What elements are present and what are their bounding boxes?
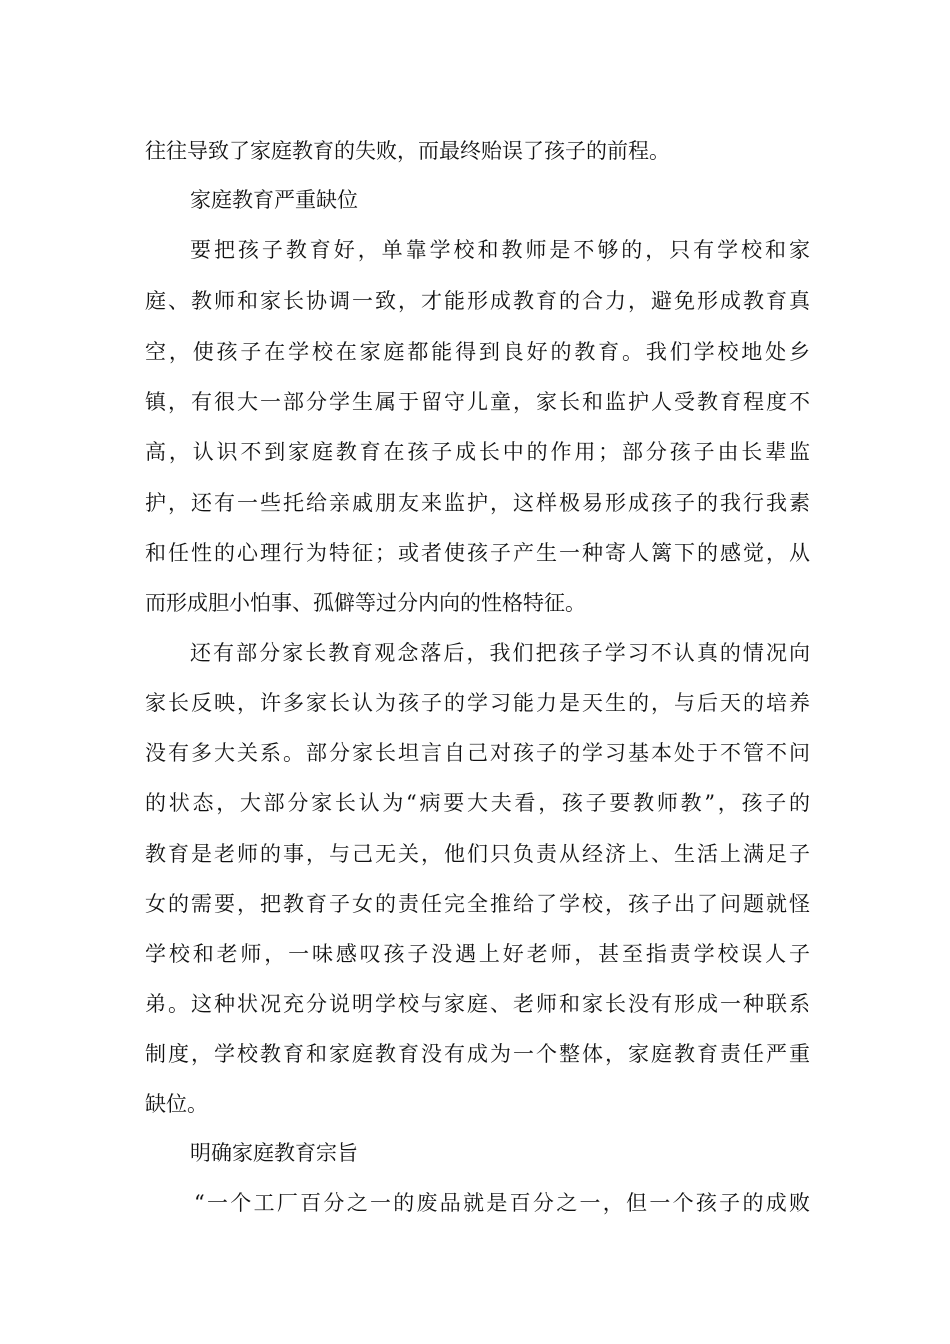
paragraph-line: “一个工厂百分之一的废品就是百分之一，但一个孩子的成败: [194, 1191, 810, 1215]
paragraph-line: 家长反映，许多家长认为孩子的学习能力是天生的，与后天的培养: [145, 691, 810, 715]
paragraph-line: 空，使孩子在学校在家庭都能得到良好的教育。我们学校地处乡: [145, 340, 810, 364]
paragraph-line: 高，认识不到家庭教育在孩子成长中的作用；部分孩子由长辈监: [145, 440, 810, 464]
paragraph-line: 和任性的心理行为特征；或者使孩子产生一种寄人篱下的感觉，从: [145, 541, 810, 565]
paragraph-line: 弟。这种状况充分说明学校与家庭、老师和家长没有形成一种联系: [145, 992, 810, 1016]
paragraph-line: 护，还有一些托给亲戚朋友来监护，这样极易形成孩子的我行我素: [145, 491, 810, 515]
section-heading-family-education-purpose: 明确家庭教育宗旨: [190, 1141, 358, 1165]
paragraph-line: 要把孩子教育好，单靠学校和教师是不够的，只有学校和家: [190, 238, 810, 262]
paragraph-line: 还有部分家长教育观念落后，我们把孩子学习不认真的情况向: [190, 641, 810, 665]
paragraph-line: 没有多大关系。部分家长坦言自己对孩子的学习基本处于不管不问: [145, 741, 810, 765]
intro-line: 往往导致了家庭教育的失败，而最终贻误了孩子的前程。: [145, 139, 670, 163]
paragraph-line: 缺位。: [145, 1092, 208, 1116]
paragraph-line: 镇，有很大一部分学生属于留守儿童，家长和监护人受教育程度不: [145, 390, 810, 414]
paragraph-line: 而形成胆小怕事、孤僻等过分内向的性格特征。: [145, 591, 586, 615]
paragraph-line: 教育是老师的事，与己无关，他们只负责从经济上、生活上满足子: [145, 842, 810, 866]
paragraph-line: 制度，学校教育和家庭教育没有成为一个整体，家庭教育责任严重: [145, 1042, 810, 1066]
paragraph-line: 学校和老师，一味感叹孩子没遇上好老师，甚至指责学校误人子: [145, 942, 810, 966]
section-heading-family-education-absence: 家庭教育严重缺位: [190, 188, 358, 212]
paragraph-line: 女的需要，把教育子女的责任完全推给了学校，孩子出了问题就怪: [145, 892, 810, 916]
paragraph-line: 庭、教师和家长协调一致，才能形成教育的合力，避免形成教育真: [145, 289, 810, 313]
paragraph-line: 的状态，大部分家长认为“病要大夫看，孩子要教师教”，孩子的: [145, 791, 810, 815]
